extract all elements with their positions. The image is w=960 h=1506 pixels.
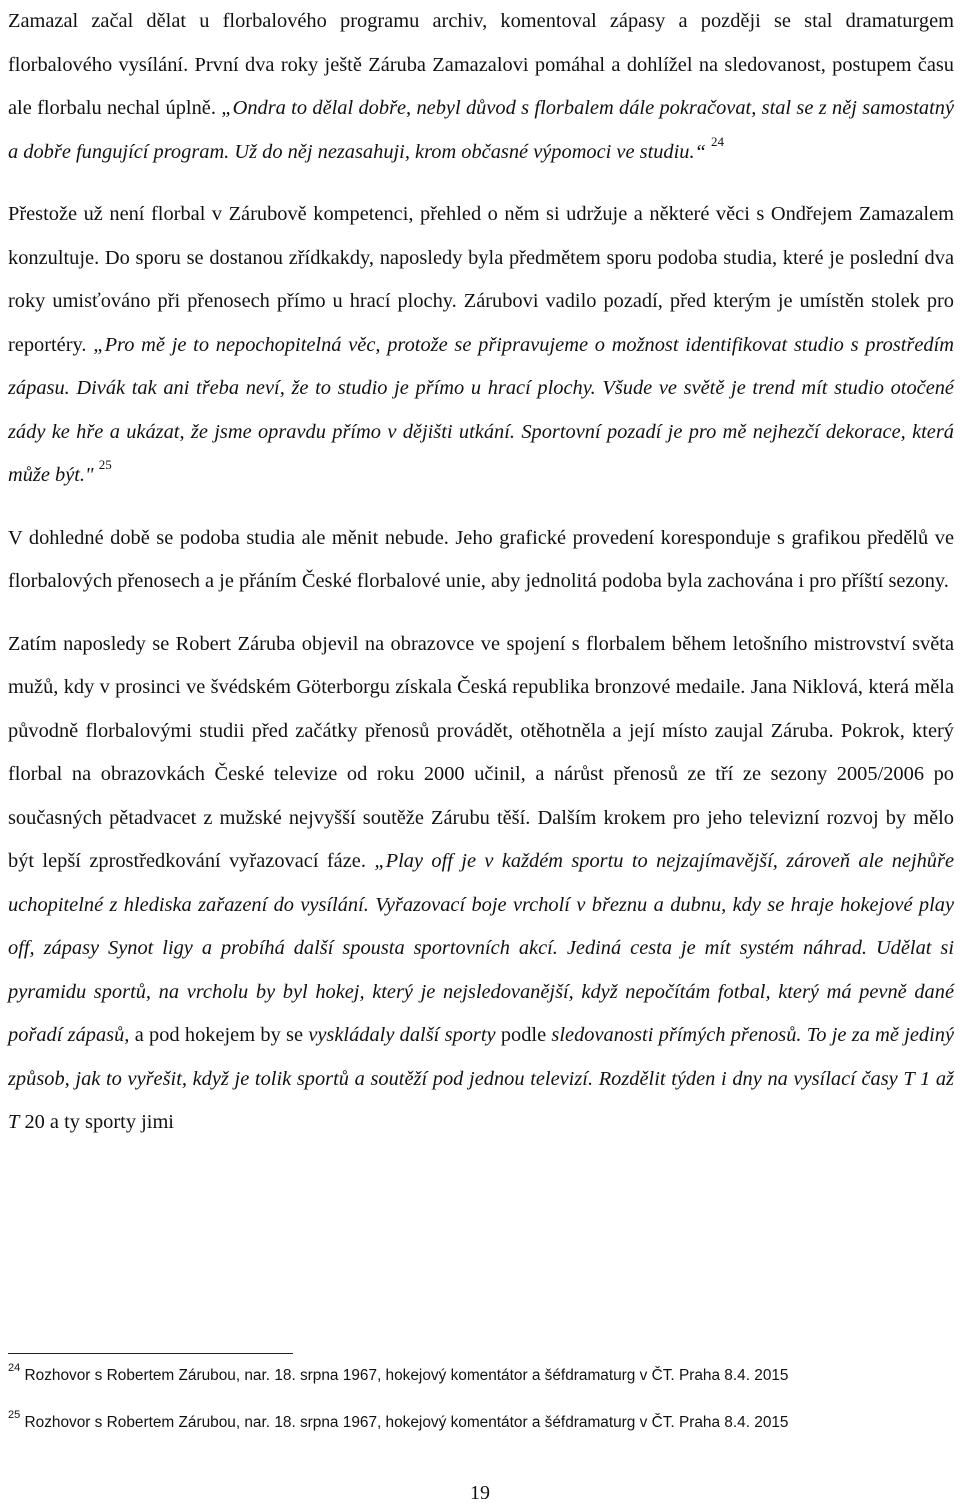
paragraph-3 [8,517,954,604]
paragraph-text: 20 a ty sporty jimi [19,1111,174,1133]
paragraph-4 [8,623,954,1145]
paragraph-1 [8,0,954,174]
interview-quote: sledovanosti přímých přenosů. To je za mě jediný způsob, jak to vyřešit, když je tolik sportů a soutěží pod jednou televizí. Rozdělit týden i dny na vysílací časy T 1 až T [8,1024,955,1133]
footnote-25 [8,1408,948,1433]
paragraph-text: Zamazal začal dělat u florbalového programu archiv, komentoval zápasy a později se stal dramaturgem florbalového vysílání. První dva roky ještě Záruba Zamazalovi pomáhal a dohlížel na sledovanost, postupem času ale florbalu nechal úplně. [8,10,954,119]
footnote-reference: 25 [98,457,112,473]
footnote-separator [8,1353,293,1354]
interview-quote: vyskládaly další sporty [308,1024,496,1046]
paragraph-text: a pod hokejem by se [129,1024,309,1046]
paragraph-text: podle [495,1024,552,1046]
paragraph-text: V dohledné době se podoba studia ale měnit nebude. Jeho grafické provedení koresponduje s grafikou předělů ve florbalových přenosech a je přáním České florbalové unie, aby jednolitá podoba byla zachována i pro příští sezony. [8,526,954,592]
interview-quote: „Ondra to dělal dobře, nebyl důvod s florbalem dále pokračovat, stal se z něj samostatný a dobře fungující program. Už do něj nezasahuji, krom občasné výpomoci ve studiu.“ [8,97,955,163]
page-number: 19 [470,1482,490,1504]
interview-quote: „Play off je v každém sportu to nejzajímavější, zároveň ale nejhůře uchopitelné z hlediska zařazení do vysílání. Vyřazovací boje vrcholí v březnu a dubnu, kdy se hraje hokejové play off, zápasy Synot ligy a probíhá další spousta sportovních akcí. Jediná cesta je mít systém náhrad. Udělat si pyramidu sportů, na vrcholu by byl hokej, který je nejsledovanější, když nepočítám fotbal, který má pevně dané pořadí zápasů, [8,850,954,1046]
paragraph-text: Zatím naposledy se Robert Záruba objevil na obrazovce ve spojení s florbalem během letošního mistrovství světa mužů, kdy v prosinci ve švédském Göterborgu získala Česká republika bronzové medaile. Jana Niklová, která měla původně florbalovými studii před začátky přenosů provádět, otěhotněla a její místo zaujal Záruba. Pokrok, který florbal na obrazovkách České televize od roku 2000 učinil, a nárůst přenosů ze tří ze sezony 2005/2006 po současných pětadvacet z mužské nejvyšší soutěže Zárubu těší. Dalším krokem pro jeho televizní rozvoj by mělo být lepší zprostředkování vyřazovací fáze. [8,632,954,872]
document-page [8,0,954,1145]
paragraph-2 [8,193,954,498]
footnote-number: 24 [8,1361,21,1374]
interview-quote: „Pro mě je to nepochopitelná věc, protože se připravujeme o možnost identifikovat studio s prostředím zápasu. Divák tak ani třeba neví, že to studio je přímo u hrací plochy. Všude ve světě je trend mít studio otočené zády ke hře a ukázat, že jsme opravdu přímo v dějišti utkání. Sportovní pozadí je pro mě nejhezčí dekorace, která může být." [8,333,954,486]
footnote-reference: 24 [711,133,725,149]
footnote-text: Rozhovor s Robertem Zárubou, nar. 18. srpna 1967, hokejový komentátor a šéfdramaturg v ČT. Praha 8.4. 2015 [24,1414,789,1431]
footnote-number: 25 [8,1408,21,1421]
paragraph-text: Přestože už není florbal v Zárubově kompetenci, přehled o něm si udržuje a některé věci s Ondřejem Zamazalem konzultuje. Do sporu se dostanou zřídkakdy, naposledy byla předmětem sporu podoba studia, které je poslední dva roky umisťováno při přenosech přímo u hrací plochy. Zárubovi vadilo pozadí, před kterým je umístěn stolek pro reportéry. [8,203,954,356]
footnote-24 [8,1361,948,1386]
footnote-text: Rozhovor s Robertem Zárubou, nar. 18. srpna 1967, hokejový komentátor a šéfdramaturg v ČT. Praha 8.4. 2015 [24,1367,789,1384]
